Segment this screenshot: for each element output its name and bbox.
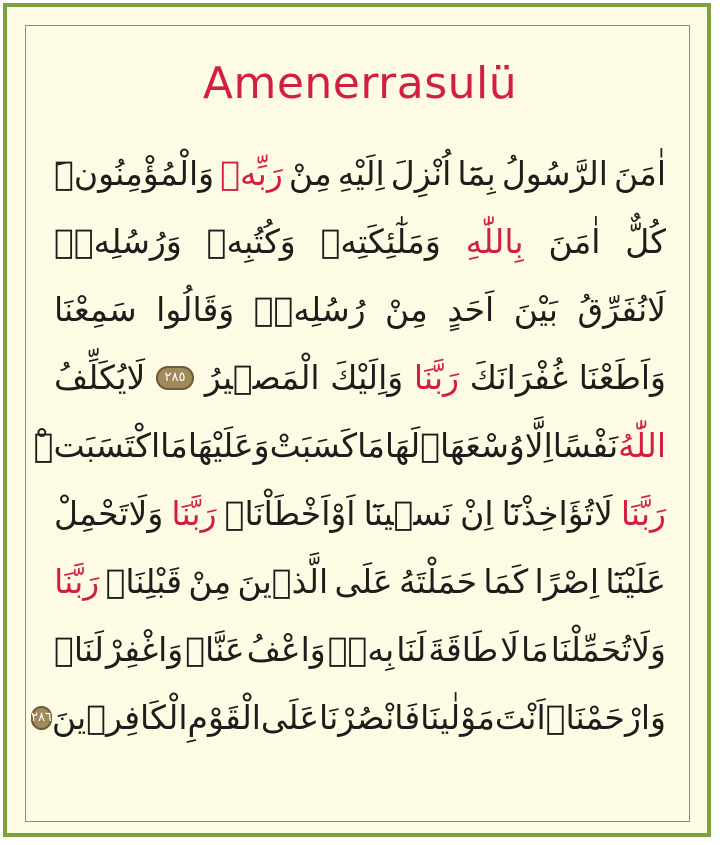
verse-line — [54, 140, 666, 208]
verse-word: عَلَيْنَٓا — [605, 562, 666, 601]
verse-word: قَبْلِنَاۚ — [105, 562, 183, 601]
highlighted-word: بِاللّٰهِ — [465, 222, 524, 261]
verse-word: مِنْ — [385, 290, 428, 329]
verse-word: الْقَوْمِ — [187, 698, 261, 737]
verse-line — [54, 344, 666, 412]
verse-word: وَلَاتَحْمِلْ — [54, 494, 164, 533]
verse-word: اِلَّا — [524, 426, 553, 465]
verse-word: عَلَى — [334, 562, 393, 601]
verse-word: بِه۪ۚ — [327, 630, 395, 669]
verse-word: مَاكَسَبَتْ — [269, 426, 385, 465]
verse-line — [30, 684, 666, 752]
verse-word: وَاغْفِرْ — [105, 630, 184, 669]
verse-word: لَاتُؤَاخِذْنَٓا — [501, 494, 613, 533]
verse-word: غُفْرَانَكَ — [469, 358, 569, 397]
verse-word: طَاقَةَ — [428, 630, 499, 669]
verse-word: وَاعْفُ — [246, 630, 326, 669]
verse-word: مَااكْتَسَبَتْۜ — [33, 426, 188, 465]
verse-word: وَاَطَعْنَا — [578, 358, 666, 397]
verse-word: اَوْاَخْطَاْنَاۚ — [224, 494, 356, 533]
verse-word: رُسُلِه۪ۗ — [253, 290, 366, 329]
verse-word: بِمَٓا — [457, 154, 496, 193]
verse-word: مِنْ — [288, 154, 332, 193]
verse-word: عَلَى — [260, 698, 320, 737]
verse-word: لَا — [500, 630, 519, 669]
verse-line — [54, 208, 666, 276]
verse-word: مِنْ — [188, 562, 232, 601]
verse-line — [54, 616, 666, 684]
verse-word: اَحَدٍ — [447, 290, 495, 329]
verse-number-marker: ٢٨٦ — [31, 706, 52, 730]
verse-word: اٰمَنَ — [548, 222, 601, 261]
verse-word: كَمَا — [483, 562, 529, 601]
verse-word: وَقَالُوا — [156, 290, 235, 329]
verse-word: الَّذ۪ينَ — [237, 562, 329, 601]
verse-word: نَفْسًا — [552, 426, 619, 465]
verse-word: كُلٌّ — [625, 222, 666, 261]
verse-word: وَكُتُبِه۪ — [206, 222, 296, 261]
verse-word: سَمِعْنَا — [54, 290, 137, 329]
verse-word: اِنْ — [460, 494, 494, 533]
verse-word: الْكَافِر۪ينَ — [51, 698, 188, 737]
highlighted-word: رَبَّنَا — [54, 562, 100, 601]
highlighted-word: رَبَّنَا — [413, 358, 460, 397]
verse-word: اَنْتَ — [494, 698, 546, 737]
verse-word: وَالْمُؤْمِنُونَۜ — [54, 154, 215, 193]
verse-word: اُنْزِلَ — [390, 154, 452, 193]
verse-word: وَرُسُلِه۪ۜ — [54, 222, 182, 261]
verse-word: مَا — [520, 630, 549, 669]
verse-text-block — [30, 140, 666, 752]
verse-word: اِصْرًا — [534, 562, 600, 601]
verse-word: وَعَلَيْهَا — [187, 426, 270, 465]
verse-word: وُسْعَهَاۜ — [420, 426, 525, 465]
highlighted-word: رَبَّنَا — [620, 494, 666, 533]
highlighted-word: رَبَّنَا — [171, 494, 217, 533]
verse-word: نَس۪ينَٓا — [363, 494, 452, 533]
verse-word: لَنَاࣞ — [54, 630, 104, 669]
verse-word: وَمَلٰٓئِكَتِه۪ — [320, 222, 441, 261]
verse-word: اٰمَنَ — [614, 154, 666, 193]
verse-line — [54, 480, 666, 548]
verse-word: لَنَا — [396, 630, 427, 669]
page-title: Amenerrasulü — [202, 58, 518, 109]
verse-number-marker: ٢٨٥ — [156, 366, 194, 390]
verse-word: لَايُكَلِّفُ — [54, 358, 146, 397]
verse-word: لَانُفَرِّقُ — [577, 290, 666, 329]
verse-word: لَهَا — [384, 426, 421, 465]
verse-line — [54, 548, 666, 616]
verse-word: وَارْحَمْنَاࣞ — [545, 698, 666, 737]
verse-line — [54, 276, 666, 344]
verse-word: وَاِلَيْكَ — [330, 358, 404, 397]
verse-word: عَنَّاࣞ — [185, 630, 245, 669]
highlighted-word: رَبِّه۪ — [220, 154, 283, 193]
verse-word: اِلَيْهِ — [337, 154, 385, 193]
verse-word: فَانْصُرْنَا — [319, 698, 421, 737]
verse-word: وَلَاتُحَمِّلْنَا — [550, 630, 666, 669]
verse-word: مَوْلٰينَا — [420, 698, 495, 737]
highlighted-word: اللّٰهُ — [618, 426, 666, 465]
verse-word: بَيْنَ — [513, 290, 558, 329]
verse-word: حَمَلْتَهُ — [398, 562, 477, 601]
verse-word: الْمَص۪يرُ — [204, 358, 320, 397]
verse-line — [33, 412, 666, 480]
verse-word: الرَّسُولُ — [501, 154, 608, 193]
